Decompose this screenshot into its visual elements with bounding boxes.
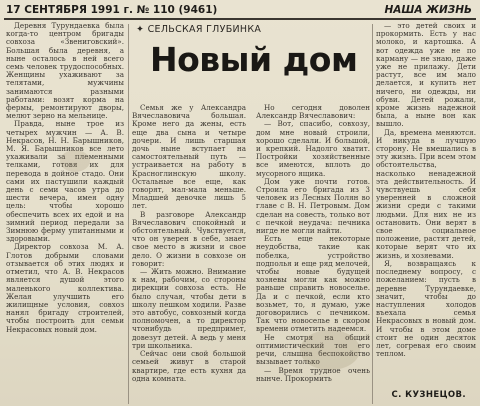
rubric-title: НАША ЖИЗНЬ [384,4,472,16]
column-divider [128,24,129,404]
author-signature: С. КУЗНЕЦОВ. [391,390,466,400]
paragraph: Директор совхоза М. А. Глотов добрыми словами отзывается об этих людях и отметил, что А. В. Некрасов является душой этого маленького коллектива. Желая улучшить его жилищные условия, совхоз нанял бригаду строителей, чтобы построить для семьи Некрасовых новый дом. [6,242,124,334]
paragraph: Сейчас они свой большой семьей живут в старой квартире, где есть кухня да одна комната. [132,349,246,383]
issue-date: 17 СЕНТЯБРЯ 1991 г. № 110 (9461) [6,4,218,16]
text-column-4 [376,22,476,404]
paragraph: — Время трудное очень нынче. Прокормить [256,365,370,383]
paper-stain [60,150,90,172]
paragraph: — это детей своих и прокормить. Есть у нас молоко, и картошка. А вот одежда уже не по карману — не знаю, даже уже не прилажу. Дети растут, все им мало делается, и купить нет ничего, ни одежды, ни обуви. Детей рожали, кроме жизнь надежной была, а ныне вон как вышло. [376,22,476,129]
paragraph: Правда, ныне трое из четырех мужчин — А. В. Некрасов, Н. Н. Барышников, М. Я. Барышников все лето ухаживали за племенными телками, готовя их для перевода в дойное стадо. Они сами их пастушили каждый день с семи часов утра до шести вечера, имея одну цель: чтобы хорошо обеспечить всех их едой и на зимний период передали за Зимнюю ферму упитанными и здоровыми. [6,119,124,244]
paragraph: Да, времена меняются. И никуда в лучшую сторону. Не вмешались в эту жизнь. При всем этом обстоятельства, насколько ненадежной эта действительность. И чувствуешь себя уверенней в сложной жизни среди с такими людьми. Для них не из остановить. Они верят в свое социальное положение, растят детей, которые верят что их жизнь, и хозяевами. [376,127,476,260]
paper-stain [300,330,360,370]
paragraph: — Вот, спасибо, совхозу, дом мне новый строили, хорошо сделали. И большой, и крепкий. Надолго хватит. Постройки хозяйственные все имеются, вплоть до мусорного ящика. [256,119,370,178]
text-column-2 [132,104,246,402]
paragraph: Деревня Турундаевка была когда-то центром бригады совхоза «Звениговский». Большая была деревня, а ныне осталось в ней всего семь человек трудоспособных. Женщины ухаживают за телятами, мужчины занимаются разными работами: возят корма на фермы, ремонтируют дворы, мелют зерно на мельнице. [6,22,124,121]
paragraph: Не смотря на общий оптимистический тон его речи, слышна беспокойство вызывает только [256,332,370,367]
paragraph: Я, возвращаясь к последнему вопросу, с пожеланием: пусть в деревне Турундаевке, значит, чтобы до наступления холодов въехала семья Некрасовых в новый дом. И чтобы в этом доме стоит не один десяток лет, согревая его своим теплом. [376,258,476,359]
paragraph: Но сегодня доволен Александр Вячеславович: [256,104,370,121]
text-column-1 [6,22,124,404]
section-label: ✦ СЕЛЬСКАЯ ГЛУБИНКА [136,24,262,35]
column-divider [372,24,373,404]
paragraph: Дом уже почти готов. Строила его бригада из 3 человек из Лесных Полян во главе с В. Н. Петровым. Дом сделан на совесть, только вот с печкой неудача: печника нигде не могли найти. [256,176,370,236]
paragraph: Семья же у Александра Вячеславовича большая. Кроме него да жены, есть еще два сына и четыре дочери. И лишь старшая дочь ныне вступает на самостоятельный путь — устраивается на работу в Красноглинскую школу. Остальные все еще, как говорят, мал-мала меньше. Младшей девочке лишь 5 лет. [132,104,246,211]
page-header [6,4,474,17]
paragraph: — Жить можно. Внимание к нам, рабочим, со стороны дирекции совхоза есть. Не было случая, чтобы дети в школу пешком ходили. Разве это автобус, совхозный когда полномочен, а то директор чтонибудь предпримет, довезут детей. А ведь у меня три школьника. [132,267,246,350]
header-rule [4,18,476,20]
paragraph: Есть еще некоторые неудобства, такие как побелка, устройство подполья и еще ряд мелочей, чтобы новые будущей хозяевы могли как можно раньше справить новоселье. Да и с печкой, если кто возьмет, то, я думаю, уже договорились с печником. Так что новоселье в скором времени отметить надеемся. [256,234,370,334]
paragraph: В разговоре Александр Вячеславович спокойный и обстоятельный. Чувствуется, что он уверен в себе, знает свое место в жизни и свое дело. О жизни в совхозе он говорит: [132,209,246,268]
article-title: Новый дом [150,40,358,79]
